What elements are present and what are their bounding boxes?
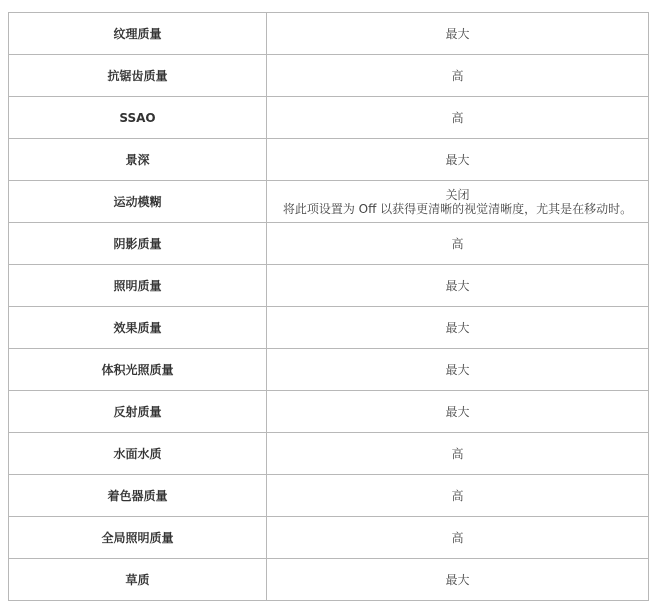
setting-value-text: 关闭 — [445, 187, 470, 202]
setting-name-cell: 照明质量 — [9, 265, 267, 307]
setting-value-cell: 高 — [267, 517, 649, 559]
setting-value-cell: 高 — [267, 475, 649, 517]
setting-name-cell: 着色器质量 — [9, 475, 267, 517]
setting-value-cell: 最大 — [267, 265, 649, 307]
table-row — [9, 391, 649, 433]
setting-name-cell: 体积光照质量 — [9, 349, 267, 391]
setting-value-cell — [267, 181, 649, 223]
table-row — [9, 181, 649, 223]
setting-name-cell: 阴影质量 — [9, 223, 267, 265]
table-row — [9, 559, 649, 601]
setting-name-cell: 运动模糊 — [9, 181, 267, 223]
table-row — [9, 517, 649, 559]
table-row — [9, 349, 649, 391]
table-row — [9, 265, 649, 307]
setting-name-cell: 草质 — [9, 559, 267, 601]
setting-name-cell: 效果质量 — [9, 307, 267, 349]
setting-note-text: 将此项设置为 Off 以获得更清晰的视觉清晰度，尤其是在移动时。 — [282, 201, 633, 216]
table-row — [9, 223, 649, 265]
graphics-settings-table-wrapper — [8, 12, 648, 601]
setting-value-cell: 高 — [267, 97, 649, 139]
table-row — [9, 13, 649, 55]
graphics-settings-table — [8, 12, 649, 601]
setting-name-cell: 全局照明质量 — [9, 517, 267, 559]
setting-value-cell: 最大 — [267, 13, 649, 55]
setting-name-cell: SSAO — [9, 97, 267, 139]
setting-name-cell: 景深 — [9, 139, 267, 181]
setting-value-cell: 高 — [267, 433, 649, 475]
table-row — [9, 139, 649, 181]
table-row — [9, 97, 649, 139]
table-row — [9, 307, 649, 349]
setting-value-cell: 最大 — [267, 349, 649, 391]
table-row — [9, 433, 649, 475]
table-row — [9, 55, 649, 97]
setting-value-cell: 高 — [267, 55, 649, 97]
setting-value-cell: 最大 — [267, 307, 649, 349]
setting-value-cell: 高 — [267, 223, 649, 265]
setting-value-cell: 最大 — [267, 559, 649, 601]
setting-name-cell: 抗锯齿质量 — [9, 55, 267, 97]
setting-value-cell: 最大 — [267, 391, 649, 433]
setting-value-cell: 最大 — [267, 139, 649, 181]
setting-name-cell: 水面水质 — [9, 433, 267, 475]
setting-name-cell: 反射质量 — [9, 391, 267, 433]
table-row — [9, 475, 649, 517]
setting-name-cell: 纹理质量 — [9, 13, 267, 55]
